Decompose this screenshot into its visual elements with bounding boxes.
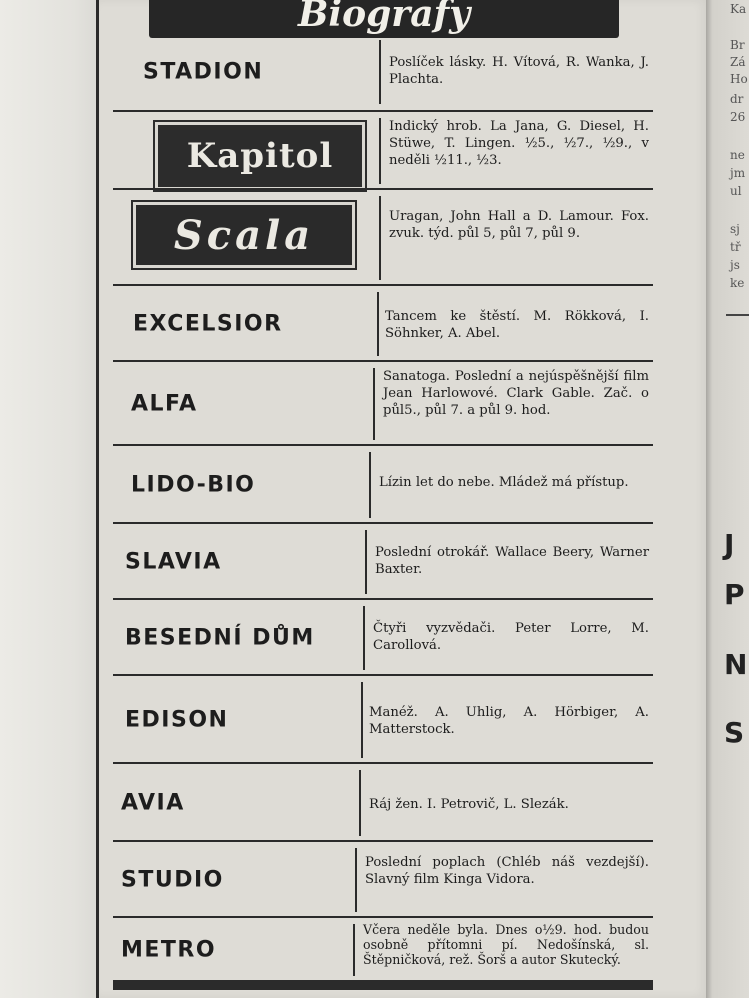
headline-letter: J	[724, 528, 735, 561]
program-text: Poslední poplach (Chléb náš vezdejší). Slavný film Kinga Vidora.	[365, 855, 649, 887]
column-divider	[363, 606, 365, 670]
scala-logo-text: Scala	[173, 211, 315, 259]
divider	[726, 314, 749, 316]
column-divider	[369, 452, 371, 518]
fragment: Ho	[730, 72, 748, 86]
cinema-row-slavia	[113, 522, 653, 600]
program-text: Lízin let do nebe. Mládež má přístup.	[379, 475, 629, 490]
cinema-name: STADION	[143, 59, 264, 85]
section-title: Biografy	[298, 0, 470, 35]
cinema-row-lido-bio	[113, 444, 653, 524]
fragment: js	[730, 258, 740, 272]
left-page-margin	[0, 0, 106, 998]
headline-letter: S	[724, 716, 745, 749]
cinema-name: AVIA	[121, 790, 185, 816]
adjacent-page-edge	[706, 0, 749, 998]
fragment: Br	[730, 38, 745, 52]
column-divider	[359, 770, 361, 836]
kapitol-logo	[155, 122, 365, 190]
program-text: Včera neděle byla. Dnes o½9. hod. budou osobně přítomni pí. Nedošínská, sl. Štěpničková, rež. Šorš a autor Skutecký.	[363, 922, 649, 967]
column-divider	[379, 196, 381, 280]
headline-letter: P	[724, 578, 745, 611]
cinema-row-stadion	[113, 34, 653, 110]
program-text: Indický hrob. La Jana, G. Diesel, H. Stüwe, T. Lingen. ½5., ½7., ½9., v neděli ½11., ½3.	[389, 119, 649, 168]
column-divider	[353, 924, 355, 976]
cinema-name: ALFA	[131, 391, 198, 417]
cinema-name: BESEDNÍ DŮM	[125, 625, 315, 651]
cinema-row-besedni-dum	[113, 598, 653, 676]
fragment: jm	[730, 166, 746, 180]
cinema-name: EDISON	[125, 707, 229, 733]
program-text: Manéž. A. Uhlig, A. Hörbiger, A. Matterstock.	[369, 705, 649, 737]
cinema-row-metro	[113, 916, 653, 982]
kapitol-logo-text: Kapitol	[186, 136, 334, 176]
cinema-name: STUDIO	[121, 867, 224, 893]
bottom-rule	[113, 980, 653, 990]
cinema-name: SLAVIA	[125, 549, 222, 575]
headline-letter: N	[724, 648, 748, 681]
program-text: Poslíček lásky. H. Vítová, R. Wanka, J. Plachta.	[389, 55, 649, 87]
program-text: Ráj žen. I. Petrovič, L. Slezák.	[369, 797, 569, 812]
fragment: tř	[730, 240, 741, 254]
cinema-name: EXCELSIOR	[133, 311, 283, 337]
fragment: ne	[730, 148, 745, 162]
cinema-row-avia	[113, 762, 653, 842]
column-divider	[377, 292, 379, 356]
cinema-row-alfa	[113, 360, 653, 446]
program-text: Uragan, John Hall a D. Lamour. Fox. zvuk. týd. půl 5, půl 7, půl 9.	[389, 209, 649, 241]
fragment: ul	[730, 184, 742, 198]
cinema-row-edison	[113, 674, 653, 764]
program-text: Sanatoga. Poslední a nejúspěšnější film Jean Harlowové. Clark Gable. Zač. o půl5., půl 7. a půl 9. hod.	[383, 369, 649, 418]
cinema-name: LIDO-BIO	[131, 472, 256, 498]
program-text: Tancem ke štěstí. M. Rökková, I. Söhnker, A. Abel.	[385, 309, 649, 341]
column-divider	[373, 368, 375, 440]
scala-logo	[133, 202, 355, 268]
program-text: Čtyři vyzvědači. Peter Lorre, M. Carollová.	[373, 621, 649, 653]
column-divider	[379, 118, 381, 184]
cinema-row-kapitol	[113, 110, 653, 190]
column-divider	[361, 682, 363, 758]
fragment: 26	[730, 110, 746, 124]
cinema-row-scala	[113, 188, 653, 286]
column-divider	[355, 848, 357, 912]
cinema-row-excelsior	[113, 284, 653, 362]
fragment: sj	[730, 222, 740, 236]
fragment: Zá	[730, 55, 746, 69]
fragment: dr	[730, 92, 744, 106]
cinema-name: METRO	[121, 937, 217, 963]
cinema-row-studio	[113, 840, 653, 918]
fragment: ke	[730, 276, 745, 290]
newspaper-page	[96, 0, 709, 998]
fragment: Ka	[730, 2, 747, 16]
column-divider	[365, 530, 367, 594]
program-text: Poslední otrokář. Wallace Beery, Warner Baxter.	[375, 545, 649, 577]
column-divider	[379, 40, 381, 104]
section-header-banner	[149, 0, 619, 38]
